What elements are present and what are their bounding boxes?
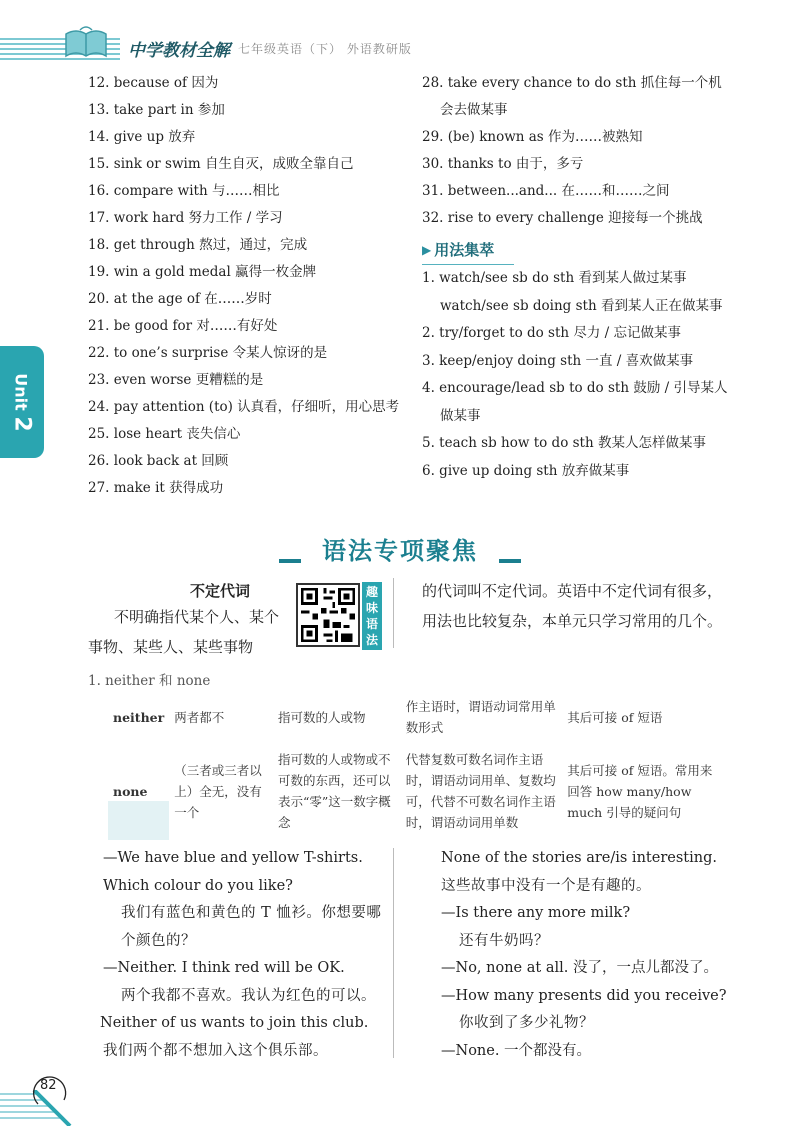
book-subtitle: 七年级英语（下） 外语教研版: [238, 42, 412, 56]
example-cn: 这些故事中没有一个是有趣的。: [441, 877, 651, 894]
list-item: 30. thanks to 由于，多亏: [422, 156, 584, 172]
grammar-table: [108, 692, 726, 840]
usage-heading: ▶ 用法集萃: [422, 237, 514, 265]
table-row: [108, 692, 726, 742]
list-item: 19. win a gold medal 赢得一枚金牌: [88, 264, 317, 280]
example-item: [441, 845, 731, 900]
example-en: —Is there any more milk?: [441, 905, 631, 921]
table-cell-verb: 代替复数可数名词作主语时，谓语动词用单、复数均可，代替不可数名词作主语时，谓语动词用单数: [405, 752, 556, 830]
example-en: —How many presents did you receive?: [441, 987, 727, 1004]
list-item: 16. compare with 与……相比: [88, 183, 280, 199]
book-icon: [62, 26, 110, 60]
book-title: 中学教材全解: [128, 41, 230, 61]
list-item: 24. pay attention (to) 认真看，仔细听，用心思考: [88, 399, 400, 415]
usage-item: 6. give up doing sth 放弃做某事: [422, 462, 630, 479]
example-item: [100, 1010, 388, 1065]
list-item: 17. work hard 努力工作 / 学习: [88, 210, 283, 226]
qr-label: 趣味语法: [362, 582, 382, 650]
example-cn: 两个我都不喜欢。我认为红色的可以。: [121, 987, 376, 1004]
table-cell-verb: 作主语时，谓语动词常用单数形式: [405, 699, 556, 735]
example-cn: 我们两个都不想加入这个俱乐部。: [103, 1042, 328, 1059]
list-item: 27. make it 获得成功: [88, 480, 224, 496]
example-item: [441, 983, 731, 1038]
grammar-intro-right: 的代词叫不定代词。英语中不定代词有很多，用法也比较复杂，本单元只学习常用的几个。: [422, 582, 723, 630]
unit-tab: [0, 346, 44, 458]
grammar-intro-left: 不明确指代某个人、某个事物、某些人、某些事物: [88, 608, 280, 656]
example-en: —No, none at all. 没了，一点儿都没了。: [441, 960, 718, 976]
usage-item: 2. try/forget to do sth 尽力 / 忘记做某事: [422, 325, 682, 341]
example-en: —Neither. I think red will be OK.: [103, 960, 345, 976]
usage-item: 1. watch/see sb do sth 看到某人做过某事: [422, 270, 687, 286]
table-cell-meaning: 两者都不: [174, 709, 225, 725]
list-item: 21. be good for 对……有好处: [88, 318, 278, 334]
table-cell-meaning: （三者或三者以上）全无，没有一个: [174, 762, 262, 820]
table-cell-refers: 指可数的人或物或不可数的东西，还可以表示“零”这一数字概念: [277, 752, 391, 830]
usage-item: 4. encourage/lead sb to do sth 鼓励 / 引导某人做某事: [422, 380, 728, 424]
example-item: [103, 955, 388, 1010]
vocab-list-left: [88, 70, 408, 502]
qr-code-icon[interactable]: [296, 583, 360, 647]
list-item: 23. even worse 更糟糕的是: [88, 372, 264, 388]
examples-left: [100, 845, 388, 1065]
list-item: 20. at the age of 在……岁时: [88, 291, 272, 307]
list-item: 31. between...and... 在……和……之间: [422, 183, 670, 199]
list-item: 18. get through 熬过，通过，完成: [88, 237, 308, 253]
list-item: 32. rise to every challenge 迎接每一个挑战: [422, 210, 703, 226]
table-cell-follow: 其后可接 of 短语。常用来回答 how many/how much 引导的疑问句: [567, 762, 713, 820]
example-en: —We have blue and yellow T-shirts. Which colour do you like?: [103, 850, 363, 894]
grammar-section-title: 语法专项聚焦: [285, 531, 515, 567]
table-cell-word: neither: [113, 709, 165, 725]
list-item: 26. look back at 回顾: [88, 453, 229, 469]
list-item: 15. sink or swim 自生自灭，成败全靠自己: [88, 156, 354, 172]
table-cell-refers: 指可数的人或物: [277, 709, 366, 725]
page-header: [0, 0, 800, 70]
example-en: None of the stories are/is interesting.: [441, 850, 717, 866]
example-cn: 你收到了多少礼物？: [459, 1015, 594, 1031]
usage-item: 5. teach sb how to do sth 教某人怎样做某事: [422, 435, 706, 451]
unit-label: Unit 2: [9, 372, 35, 432]
example-item: [441, 955, 731, 983]
usage-item: 3. keep/enjoy doing sth 一直 / 喜欢做某事: [422, 352, 694, 369]
list-item: 14. give up 放弃: [88, 129, 196, 145]
triangle-icon: ▶: [422, 243, 432, 257]
example-en: Neither of us wants to join this club.: [100, 1015, 369, 1031]
example-en: —None. 一个都没有。: [441, 1042, 592, 1059]
example-item: [103, 845, 388, 955]
table-row: [108, 742, 726, 840]
examples-right: [441, 845, 731, 1065]
grammar-topic: 不定代词: [190, 582, 251, 600]
list-item: 22. to one’s surprise 令某人惊讶的是: [88, 345, 328, 361]
example-cn: 还有牛奶吗？: [459, 932, 549, 949]
usage-item: watch/see sb doing sth 看到某人正在做某事: [440, 297, 723, 314]
list-item: 28. take every chance to do sth 抓住每一个机会去做某事: [422, 75, 722, 118]
list-item: 25. lose heart 丧失信心: [88, 426, 241, 442]
list-item: 29. (be) known as 作为……被熟知: [422, 129, 643, 145]
table-cell-word: none: [108, 742, 169, 840]
list-item: 13. take part in 参加: [88, 102, 225, 118]
table-cell-follow: 其后可接 of 短语: [567, 709, 663, 725]
example-item: [441, 1038, 731, 1066]
example-item: [441, 900, 731, 955]
grammar-sub-heading: 1. neither 和 none: [88, 673, 211, 689]
example-cn: 我们有蓝色和黄色的 T 恤衫。你想要哪个颜色的？: [121, 905, 382, 949]
column-divider: [393, 578, 394, 648]
column-divider: [393, 848, 394, 1058]
list-item: 12. because of 因为: [88, 75, 219, 91]
page-number: 82: [40, 1078, 57, 1093]
page-number-badge: [28, 1068, 88, 1118]
vocab-list-right: [422, 70, 732, 485]
